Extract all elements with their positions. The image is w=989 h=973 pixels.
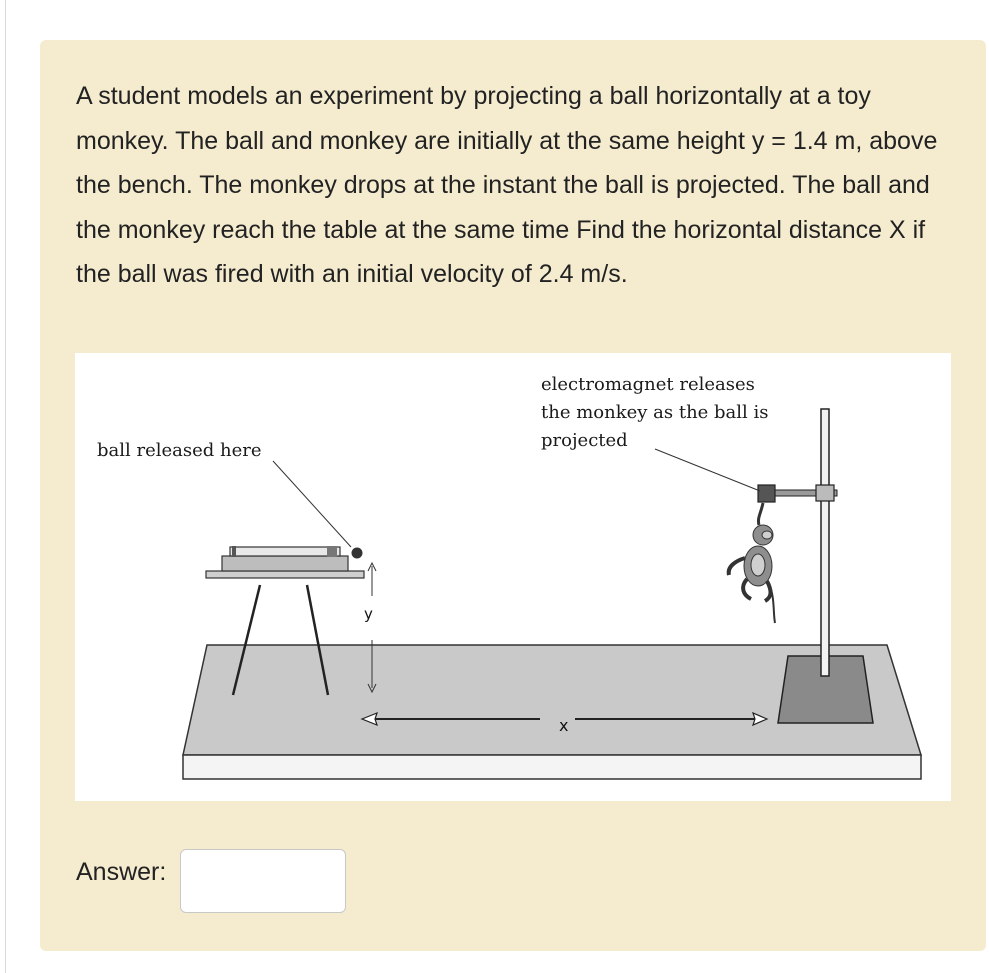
experiment-figure <box>75 353 951 801</box>
answer-label: Answer: <box>76 858 167 886</box>
launcher-cap-left <box>232 546 236 557</box>
x-dimension-label: x <box>559 716 569 735</box>
bench-front <box>183 755 921 779</box>
experiment-diagram <box>75 353 951 801</box>
launcher-barrel <box>230 547 340 556</box>
launcher-table-top <box>206 571 364 578</box>
question-card <box>40 40 986 951</box>
y-dimension-label: y <box>364 605 373 623</box>
launcher-base <box>222 556 348 571</box>
electromagnet <box>758 485 775 502</box>
toy-monkey <box>729 503 775 623</box>
page-divider <box>5 0 6 973</box>
launcher-cap-right <box>327 546 337 557</box>
ball-label-pointer <box>273 461 351 547</box>
answer-input[interactable] <box>180 849 346 913</box>
ball-release-label: ball released here <box>97 440 262 461</box>
ball <box>352 548 363 559</box>
stand-clamp <box>816 485 834 501</box>
electromagnet-label: electromagnet releases the monkey as the ball is projected <box>541 374 769 451</box>
stand-rod <box>821 409 829 676</box>
question-text: A student models an experiment by projecting a ball horizontally at a toy monkey. The ball and monkey are initially at the same height y = 1.4 m, above the bench. The monkey drops at the instant the ball is projected. The ball and the monkey reach the table at the same time Find the horizontal distance X if the ball was fired with an initial velocity of 2.4 m/s. <box>76 82 938 288</box>
magnet-label-pointer <box>655 449 760 491</box>
